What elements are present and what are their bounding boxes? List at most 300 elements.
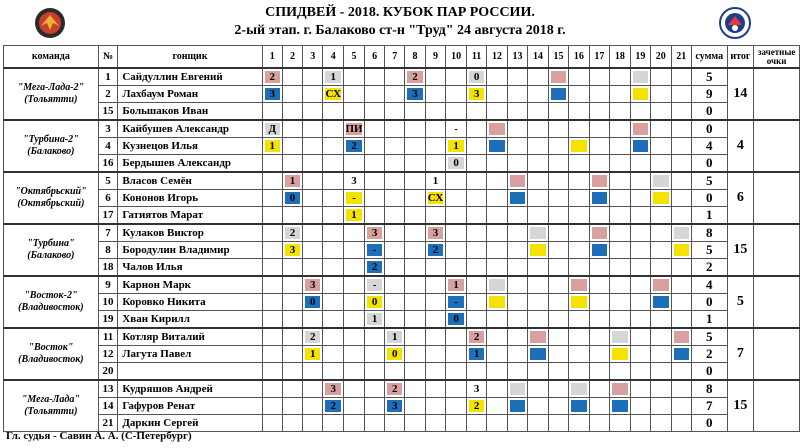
heat-cell bbox=[466, 190, 486, 207]
heat-cell bbox=[466, 415, 486, 432]
heat-cell bbox=[589, 380, 609, 398]
heat-cell bbox=[405, 172, 425, 190]
heat-cell bbox=[262, 120, 282, 138]
heat-cell bbox=[487, 155, 507, 173]
heat-cell bbox=[507, 380, 527, 398]
heat-cell bbox=[528, 294, 548, 311]
rider-number: 15 bbox=[98, 103, 118, 121]
heat-cell bbox=[344, 380, 365, 398]
heat-result: 1 bbox=[432, 175, 439, 187]
heat-cell bbox=[651, 68, 671, 86]
heat-cell bbox=[364, 294, 384, 311]
heat-cell bbox=[630, 68, 650, 86]
heat-cell bbox=[364, 86, 384, 103]
heat-cell bbox=[405, 138, 425, 155]
heat-cell bbox=[303, 242, 323, 259]
heat-cell bbox=[548, 103, 568, 121]
heat-cell bbox=[528, 86, 548, 103]
heat-cell bbox=[323, 86, 344, 103]
rider-number: 18 bbox=[98, 259, 118, 277]
heat-cell bbox=[528, 415, 548, 432]
heat-cell bbox=[282, 68, 302, 86]
heat-cell bbox=[630, 259, 650, 277]
col-num: № bbox=[98, 46, 118, 69]
heat-cell bbox=[344, 103, 365, 121]
heat-cell bbox=[385, 328, 405, 346]
col-rider: гонщик bbox=[118, 46, 262, 69]
heat-cell bbox=[569, 138, 589, 155]
heat-result: 2 bbox=[330, 400, 336, 412]
heat-cell bbox=[262, 346, 282, 363]
heat-cell bbox=[610, 86, 630, 103]
heat-cell bbox=[323, 415, 344, 432]
heat-cell bbox=[589, 259, 609, 277]
rider-sum: 4 bbox=[691, 276, 727, 294]
heat-cell bbox=[303, 155, 323, 173]
heat-cell bbox=[630, 346, 650, 363]
heat-cell bbox=[630, 138, 650, 155]
col-heat: 12 bbox=[487, 46, 507, 69]
heat-cell bbox=[671, 190, 691, 207]
heat-cell bbox=[671, 276, 691, 294]
heat-cell bbox=[528, 103, 548, 121]
page-subtitle: 2-ый этап. г. Балаково ст-н "Труд" 24 августа 2018 г. bbox=[234, 23, 566, 38]
heat-cell bbox=[466, 398, 486, 415]
gate-color-marker bbox=[489, 140, 504, 152]
team-name: "Турбина" (Балаково) bbox=[4, 224, 99, 276]
col-heat: 3 bbox=[303, 46, 323, 69]
heat-result: - bbox=[372, 244, 377, 256]
heat-cell bbox=[446, 363, 466, 381]
heat-cell bbox=[405, 328, 425, 346]
col-heat: 8 bbox=[405, 46, 425, 69]
rider-name: Гафуров Ренат bbox=[118, 398, 262, 415]
heat-cell bbox=[344, 86, 365, 103]
gate-color-marker bbox=[592, 227, 607, 239]
heat-cell bbox=[364, 172, 384, 190]
heat-cell bbox=[405, 311, 425, 329]
heat-cell bbox=[569, 415, 589, 432]
heat-cell bbox=[385, 68, 405, 86]
heat-cell bbox=[671, 86, 691, 103]
heat-cell bbox=[487, 172, 507, 190]
gate-color-marker bbox=[674, 331, 689, 343]
heat-cell bbox=[528, 259, 548, 277]
table-row bbox=[4, 155, 800, 173]
team-name: "Мега-Лада" (Тольятти) bbox=[4, 380, 99, 432]
heat-cell bbox=[671, 398, 691, 415]
heat-cell bbox=[528, 276, 548, 294]
heat-cell bbox=[487, 103, 507, 121]
heat-cell bbox=[446, 68, 466, 86]
rider-sum: 0 bbox=[691, 120, 727, 138]
heat-cell bbox=[282, 155, 302, 173]
heat-cell bbox=[487, 328, 507, 346]
heat-cell bbox=[487, 380, 507, 398]
heat-cell bbox=[569, 328, 589, 346]
heat-cell bbox=[425, 346, 446, 363]
col-heat: 2 bbox=[282, 46, 302, 69]
gate-color-marker bbox=[612, 348, 627, 360]
col-heat: 10 bbox=[446, 46, 466, 69]
gate-color-marker bbox=[571, 383, 586, 395]
table-row bbox=[4, 259, 800, 277]
rider-number: 10 bbox=[98, 294, 118, 311]
heat-cell bbox=[651, 311, 671, 329]
heat-result: ПИ bbox=[345, 123, 363, 135]
gate-color-marker bbox=[633, 140, 648, 152]
heat-cell bbox=[589, 190, 609, 207]
gate-color-marker bbox=[592, 175, 607, 187]
heat-cell bbox=[487, 68, 507, 86]
heat-cell bbox=[569, 311, 589, 329]
heat-cell bbox=[487, 86, 507, 103]
col-sum: сумма bbox=[691, 46, 727, 69]
heat-cell bbox=[610, 242, 630, 259]
heat-cell bbox=[282, 328, 302, 346]
heat-cell bbox=[671, 415, 691, 432]
table-row bbox=[4, 207, 800, 225]
rider-name: Лагута Павел bbox=[118, 346, 262, 363]
heat-result: СХ bbox=[427, 192, 444, 204]
gate-color-marker bbox=[592, 192, 607, 204]
team-total: 4 bbox=[727, 120, 754, 172]
heat-cell bbox=[466, 294, 486, 311]
rider-number: 19 bbox=[98, 311, 118, 329]
heat-cell bbox=[364, 224, 384, 242]
heat-cell bbox=[364, 103, 384, 121]
heat-cell bbox=[507, 190, 527, 207]
gate-color-marker bbox=[633, 71, 648, 83]
gate-color-marker bbox=[653, 296, 668, 308]
heat-cell bbox=[466, 155, 486, 173]
rider-sum: 9 bbox=[691, 86, 727, 103]
rider-number: 13 bbox=[98, 380, 118, 398]
heat-cell bbox=[446, 86, 466, 103]
heat-cell bbox=[528, 190, 548, 207]
heat-cell bbox=[446, 328, 466, 346]
heat-cell bbox=[303, 380, 323, 398]
heat-cell bbox=[671, 294, 691, 311]
heat-cell bbox=[446, 398, 466, 415]
gate-color-marker bbox=[489, 279, 504, 291]
col-points: зачетные очки bbox=[754, 46, 800, 69]
rider-sum: 7 bbox=[691, 398, 727, 415]
rider-sum: 0 bbox=[691, 155, 727, 173]
heat-cell bbox=[385, 224, 405, 242]
heat-cell bbox=[262, 103, 282, 121]
gate-color-marker bbox=[530, 331, 545, 343]
gate-color-marker bbox=[571, 279, 586, 291]
team-points bbox=[754, 120, 800, 172]
gate-color-marker bbox=[633, 123, 648, 135]
heat-cell bbox=[630, 120, 650, 138]
heat-result: 3 bbox=[432, 227, 439, 239]
gate-color-marker bbox=[612, 331, 627, 343]
heat-cell bbox=[651, 259, 671, 277]
heat-cell bbox=[344, 224, 365, 242]
heat-cell bbox=[610, 120, 630, 138]
heat-cell bbox=[528, 398, 548, 415]
heat-cell bbox=[282, 207, 302, 225]
heat-cell bbox=[589, 155, 609, 173]
heat-cell bbox=[323, 311, 344, 329]
col-heat: 16 bbox=[569, 46, 589, 69]
heat-cell bbox=[446, 224, 466, 242]
col-heat: 11 bbox=[466, 46, 486, 69]
heat-cell bbox=[364, 328, 384, 346]
league-logo-icon bbox=[33, 6, 67, 40]
heat-cell bbox=[323, 346, 344, 363]
heat-cell bbox=[425, 242, 446, 259]
heat-cell bbox=[548, 224, 568, 242]
heat-cell bbox=[466, 224, 486, 242]
rider-sum: 5 bbox=[691, 328, 727, 346]
heat-cell bbox=[630, 398, 650, 415]
heat-cell bbox=[651, 155, 671, 173]
rider-name: Хван Кирилл bbox=[118, 311, 262, 329]
heat-cell bbox=[548, 346, 568, 363]
heat-cell bbox=[630, 380, 650, 398]
heat-cell bbox=[671, 207, 691, 225]
heat-cell bbox=[405, 415, 425, 432]
heat-cell bbox=[528, 155, 548, 173]
heat-cell bbox=[385, 415, 405, 432]
heat-cell bbox=[344, 120, 365, 138]
heat-cell bbox=[385, 103, 405, 121]
heat-result: 3 bbox=[330, 383, 336, 395]
heat-cell bbox=[466, 103, 486, 121]
heat-cell bbox=[487, 138, 507, 155]
heat-cell bbox=[548, 380, 568, 398]
heat-cell bbox=[323, 138, 344, 155]
heat-cell bbox=[385, 363, 405, 381]
heat-cell bbox=[507, 155, 527, 173]
heat-cell bbox=[651, 172, 671, 190]
team-total: 15 bbox=[727, 380, 754, 432]
heat-cell bbox=[344, 138, 365, 155]
rider-name: Бердышев Александр bbox=[118, 155, 262, 173]
heat-cell bbox=[405, 242, 425, 259]
heat-result: 0 bbox=[453, 313, 459, 325]
heat-cell bbox=[507, 120, 527, 138]
heat-cell bbox=[385, 120, 405, 138]
federation-logo-icon bbox=[718, 6, 752, 40]
heat-cell bbox=[303, 398, 323, 415]
heat-cell bbox=[282, 120, 302, 138]
heat-cell bbox=[671, 224, 691, 242]
gate-color-marker bbox=[510, 400, 525, 412]
gate-color-marker bbox=[571, 296, 586, 308]
heat-cell bbox=[589, 242, 609, 259]
gate-color-marker bbox=[530, 348, 545, 360]
heat-cell bbox=[466, 328, 486, 346]
heat-cell bbox=[303, 86, 323, 103]
heat-cell bbox=[548, 207, 568, 225]
gate-color-marker bbox=[489, 123, 504, 135]
heat-cell bbox=[262, 207, 282, 225]
heat-cell bbox=[589, 103, 609, 121]
heat-cell bbox=[446, 259, 466, 277]
heat-cell bbox=[303, 346, 323, 363]
heat-cell bbox=[323, 294, 344, 311]
heat-cell bbox=[364, 259, 384, 277]
heat-cell bbox=[364, 68, 384, 86]
heat-result: 1 bbox=[289, 175, 296, 187]
heat-cell bbox=[487, 346, 507, 363]
heat-cell bbox=[487, 207, 507, 225]
col-heat: 9 bbox=[425, 46, 446, 69]
heat-cell bbox=[569, 294, 589, 311]
heat-cell bbox=[466, 138, 486, 155]
heat-cell bbox=[589, 224, 609, 242]
heat-cell bbox=[364, 346, 384, 363]
heat-result: 3 bbox=[310, 279, 316, 291]
heat-cell bbox=[589, 415, 609, 432]
rider-name: Кудряшов Андрей bbox=[118, 380, 262, 398]
heat-cell bbox=[364, 138, 384, 155]
heat-cell bbox=[507, 415, 527, 432]
heat-cell bbox=[487, 120, 507, 138]
rider-name: Кулаков Виктор bbox=[118, 224, 262, 242]
heat-result: 0 bbox=[289, 192, 296, 204]
heat-cell bbox=[507, 138, 527, 155]
heat-cell bbox=[487, 259, 507, 277]
heat-result: 2 bbox=[473, 331, 480, 343]
heat-cell bbox=[507, 103, 527, 121]
heat-result: 1 bbox=[330, 71, 336, 83]
heat-cell bbox=[385, 294, 405, 311]
heat-cell bbox=[303, 190, 323, 207]
heat-cell bbox=[589, 138, 609, 155]
heat-cell bbox=[671, 155, 691, 173]
heat-cell bbox=[630, 363, 650, 381]
heat-cell bbox=[507, 224, 527, 242]
table-row bbox=[4, 346, 800, 363]
heat-cell bbox=[262, 415, 282, 432]
heat-cell bbox=[589, 172, 609, 190]
table-row bbox=[4, 276, 800, 294]
heat-cell bbox=[630, 328, 650, 346]
rider-number: 20 bbox=[98, 363, 118, 381]
heat-result: 1 bbox=[453, 140, 459, 152]
rider-number: 4 bbox=[98, 138, 118, 155]
heat-cell bbox=[446, 120, 466, 138]
team-total: 7 bbox=[727, 328, 754, 380]
heat-cell bbox=[651, 328, 671, 346]
heat-cell bbox=[569, 259, 589, 277]
heat-cell bbox=[323, 328, 344, 346]
heat-cell bbox=[303, 415, 323, 432]
heat-cell bbox=[344, 276, 365, 294]
heat-cell bbox=[466, 259, 486, 277]
heat-cell bbox=[262, 68, 282, 86]
heat-cell bbox=[610, 346, 630, 363]
gate-color-marker bbox=[510, 175, 525, 187]
heat-cell bbox=[651, 138, 671, 155]
heat-cell bbox=[303, 103, 323, 121]
table-row bbox=[4, 190, 800, 207]
heat-cell bbox=[303, 276, 323, 294]
heat-cell bbox=[425, 207, 446, 225]
rider-sum: 1 bbox=[691, 207, 727, 225]
heat-cell bbox=[344, 190, 365, 207]
heat-cell bbox=[630, 415, 650, 432]
heat-cell bbox=[651, 224, 671, 242]
heat-cell bbox=[651, 415, 671, 432]
heat-cell bbox=[569, 380, 589, 398]
heat-result: 3 bbox=[289, 244, 296, 256]
heat-cell bbox=[282, 259, 302, 277]
rider-number: 11 bbox=[98, 328, 118, 346]
heat-cell bbox=[610, 328, 630, 346]
heat-cell bbox=[548, 242, 568, 259]
heat-cell bbox=[630, 190, 650, 207]
heat-cell bbox=[262, 190, 282, 207]
heat-cell bbox=[364, 415, 384, 432]
heat-cell bbox=[610, 259, 630, 277]
team-total: 6 bbox=[727, 172, 754, 224]
heat-cell bbox=[385, 276, 405, 294]
heat-cell bbox=[466, 207, 486, 225]
heat-result: 1 bbox=[310, 348, 316, 360]
heat-cell bbox=[344, 68, 365, 86]
heat-cell bbox=[425, 380, 446, 398]
heat-cell bbox=[364, 276, 384, 294]
heat-cell bbox=[651, 86, 671, 103]
heat-cell bbox=[610, 138, 630, 155]
heat-cell bbox=[589, 328, 609, 346]
gate-color-marker bbox=[674, 244, 689, 256]
heat-cell bbox=[528, 224, 548, 242]
heat-cell bbox=[405, 103, 425, 121]
heat-result: 1 bbox=[392, 331, 398, 343]
heat-cell bbox=[262, 242, 282, 259]
heat-cell bbox=[671, 363, 691, 381]
gate-color-marker bbox=[653, 192, 668, 204]
heat-cell bbox=[282, 363, 302, 381]
team-name: "Мега-Лада-2" (Тольятти) bbox=[4, 68, 99, 120]
heat-cell bbox=[466, 120, 486, 138]
heat-cell bbox=[385, 190, 405, 207]
heat-cell bbox=[487, 398, 507, 415]
col-heat: 5 bbox=[344, 46, 365, 69]
table-row bbox=[4, 103, 800, 121]
heat-cell bbox=[630, 311, 650, 329]
heat-cell bbox=[610, 415, 630, 432]
rider-sum: 8 bbox=[691, 380, 727, 398]
heat-cell bbox=[323, 190, 344, 207]
page-title: СПИДВЕЙ - 2018. КУБОК ПАР РОССИИ. bbox=[265, 5, 535, 20]
heat-result: 1 bbox=[453, 279, 459, 291]
heat-cell bbox=[589, 68, 609, 86]
heat-cell bbox=[425, 86, 446, 103]
heat-cell bbox=[610, 276, 630, 294]
heat-cell bbox=[323, 398, 344, 415]
rider-sum: 5 bbox=[691, 172, 727, 190]
heat-cell bbox=[425, 190, 446, 207]
team-name: "Восток" (Владивосток) bbox=[4, 328, 99, 380]
heat-cell bbox=[548, 276, 568, 294]
heat-cell bbox=[651, 294, 671, 311]
col-heat: 18 bbox=[610, 46, 630, 69]
team-points bbox=[754, 224, 800, 276]
rider-number: 12 bbox=[98, 346, 118, 363]
heat-cell bbox=[344, 259, 365, 277]
heat-cell bbox=[548, 363, 568, 381]
heat-cell bbox=[405, 155, 425, 173]
heat-cell bbox=[425, 276, 446, 294]
